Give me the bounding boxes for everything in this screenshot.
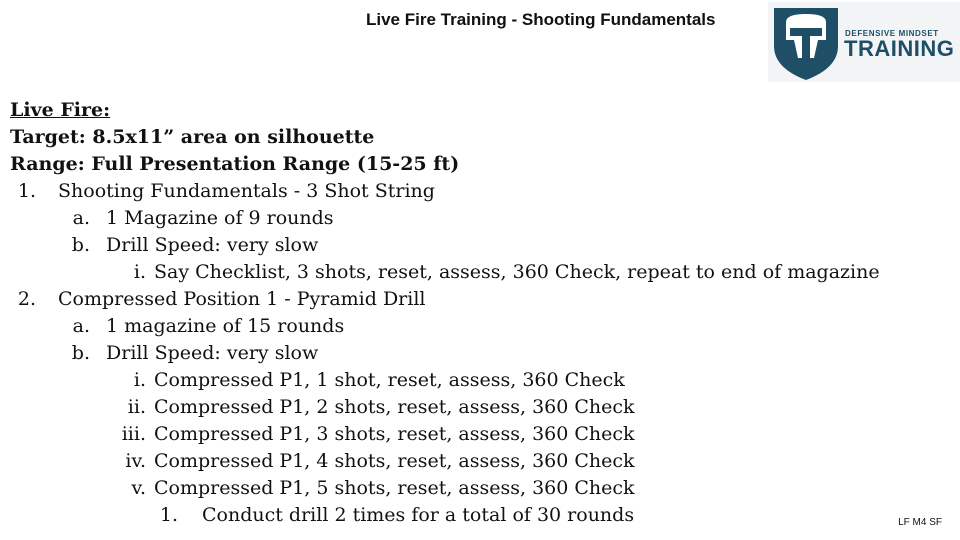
list-marker: b.: [71, 342, 90, 364]
list-item-text: 1 magazine of 15 rounds: [106, 315, 345, 337]
slide-code: LF M4 SF: [898, 517, 942, 528]
list-marker: 2.: [17, 288, 36, 310]
list-item-text: 1 Magazine of 9 rounds: [106, 207, 334, 229]
list-marker: iv.: [125, 450, 146, 472]
page-title: Live Fire Training - Shooting Fundamentals: [366, 10, 716, 29]
list-item: [10, 313, 950, 340]
list-item-text: Say Checklist, 3 shots, reset, assess, 360 Check, repeat to end of magazine: [154, 261, 880, 283]
list-item: [10, 367, 950, 394]
logo: [768, 2, 960, 82]
list-marker: iii.: [121, 423, 146, 445]
list-marker: b.: [71, 234, 90, 256]
section-heading: Live Fire:: [10, 99, 111, 121]
list-item: [10, 205, 950, 232]
list-item-text: Compressed P1, 1 shot, reset, assess, 360 Check: [154, 369, 625, 391]
list-item-text: Compressed P1, 5 shots, reset, assess, 360 Check: [154, 477, 635, 499]
logo-wordmark: TRAINING: [844, 36, 955, 61]
list-marker: 1.: [159, 504, 178, 526]
list-marker: ii.: [127, 396, 146, 418]
list-item: [10, 286, 950, 313]
list-marker: i.: [133, 261, 146, 283]
list-item: [10, 448, 950, 475]
list-item-text: Compressed Position 1 - Pyramid Drill: [58, 288, 426, 310]
list-item: [10, 421, 950, 448]
list-marker: v.: [131, 477, 146, 499]
list-item: [10, 475, 950, 502]
list-item: [10, 394, 950, 421]
list-item: [10, 259, 950, 286]
list-item-text: Compressed P1, 2 shots, reset, assess, 360 Check: [154, 396, 635, 418]
list-item: [10, 502, 950, 529]
list-item-text: Drill Speed: very slow: [106, 234, 319, 256]
target-line: Target: 8.5x11” area on silhouette: [10, 126, 375, 148]
logo-tagline: DEFENSIVE MINDSET: [845, 29, 939, 38]
list-item: [10, 232, 950, 259]
list-item-text: Compressed P1, 4 shots, reset, assess, 360 Check: [154, 450, 635, 472]
helmet-icon: [768, 2, 848, 82]
range-line: Range: Full Presentation Range (15-25 ft): [10, 153, 460, 175]
list-item-text: Compressed P1, 3 shots, reset, assess, 360 Check: [154, 423, 635, 445]
list-item-text: Conduct drill 2 times for a total of 30 rounds: [202, 504, 635, 526]
list-marker: 1.: [17, 180, 36, 202]
list-marker: i.: [133, 369, 146, 391]
list-marker: a.: [72, 315, 90, 337]
list-marker: a.: [72, 207, 90, 229]
list-item-text: Drill Speed: very slow: [106, 342, 319, 364]
list-item: [10, 178, 950, 205]
list-item-text: Shooting Fundamentals - 3 Shot String: [58, 180, 435, 202]
list-item: [10, 340, 950, 367]
slide-content: [10, 97, 950, 529]
